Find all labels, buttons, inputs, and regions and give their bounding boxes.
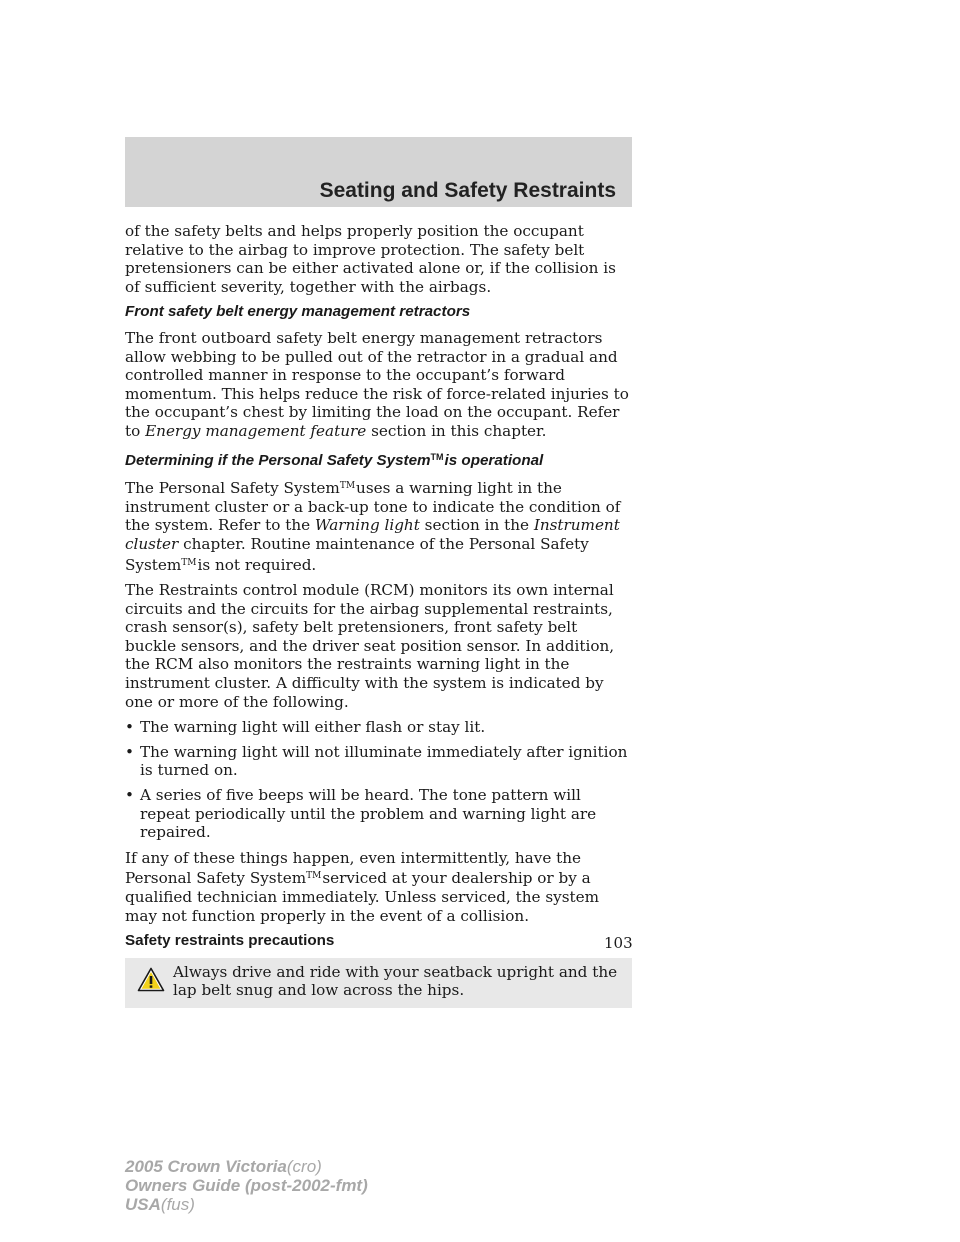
- bullet-icon: •: [125, 718, 134, 737]
- list-item-text: The warning light will either flash or stay lit.: [140, 718, 486, 737]
- footer-line: [125, 1176, 368, 1195]
- warning-box: [125, 958, 632, 1008]
- trademark-mark: TM: [181, 557, 197, 568]
- cross-reference-energy-management: Energy management feature: [145, 421, 367, 440]
- paragraph-text: serviced at your dealership or by a qualified technician immediately. Unless serviced, the system may not function properly in the event of a collision.: [125, 869, 599, 925]
- page-content: [125, 222, 632, 1008]
- cross-reference-warning-light: Warning light: [314, 516, 420, 535]
- heading-text: Determining if the Personal Safety System: [125, 451, 431, 469]
- paragraph-rcm: The Restraints control module (RCM) monitors its own internal circuits and the circuits for the airbag supplemental restraints, crash sensor(s), safety belt pretensioners, front safety belt buckle sensors, and the driver seat position sensor. In addition, the RCM also monitors the restraints warning light in the instrument cluster. A difficulty with the system is indicated by one or more of the following.: [125, 581, 615, 711]
- paragraph-text: The Personal Safety System: [125, 479, 340, 498]
- paragraph-retractors: [125, 329, 632, 441]
- paragraph-warning-light: [125, 477, 632, 574]
- document-footer: [125, 1157, 368, 1214]
- list-item-text: The warning light will not illuminate immediately after ignition is turned on.: [140, 742, 628, 780]
- heading-determining-operational: [125, 448, 632, 471]
- heading-precautions: Safety restraints precautions: [125, 932, 335, 950]
- footer-line: [125, 1157, 368, 1176]
- list-item-text: A series of five beeps will be heard. The tone pattern will repeat periodically until the problem and warning light are repaired.: [140, 786, 597, 842]
- list-item: [125, 743, 632, 780]
- trademark-mark: TM: [339, 481, 356, 492]
- heading-energy-retractors: Front safety belt energy management retractors: [125, 303, 471, 321]
- bullet-icon: •: [125, 742, 134, 761]
- footer-guide-format: Owners Guide (post-2002-fmt): [125, 1176, 368, 1195]
- bullet-list: [125, 718, 632, 842]
- paragraph-service: [125, 849, 632, 925]
- trademark-mark: TM: [306, 871, 322, 882]
- paragraph-text: is not required.: [197, 555, 317, 574]
- list-item: [125, 718, 632, 737]
- trademark-mark: TM: [430, 451, 444, 462]
- page-number: 103: [604, 934, 633, 952]
- paragraph-text: section in this chapter.: [371, 421, 547, 440]
- paragraph-text: chapter. Routine maintenance of the Personal Safety System: [125, 534, 589, 574]
- chapter-title: Seating and Safety Restraints: [319, 179, 616, 202]
- paragraph-text: The front outboard safety belt energy management retractors allow webbing to be pulled out of the retractor in a gradual and controlled manner in response to the occupant’s forward momentum. This helps reduce the risk of force-related injuries to the occupant’s chest by limiting the load on the occupant. Refer to: [125, 328, 629, 440]
- cross-reference-instrument-cluster: Instrument cluster: [125, 516, 620, 553]
- footer-model-code: (cro): [286, 1157, 322, 1176]
- paragraph-text: section in the: [424, 516, 529, 535]
- footer-model: 2005 Crown Victoria: [125, 1157, 287, 1176]
- paragraph-pretensioners: of the safety belts and helps properly position the occupant relative to the airbag to improve protection. The safety belt pretensioners can be either activated alone or, if the collision is of sufficient severity, together with the airbags.: [125, 222, 616, 296]
- warning-text: Always drive and ride with your seatback upright and the lap belt snug and low across the hips.: [173, 962, 618, 1000]
- paragraph-text: If any of these things happen, even intermittently, have the Personal Safety System: [125, 848, 582, 888]
- list-item: [125, 786, 632, 842]
- warning-triangle-icon: [137, 967, 165, 992]
- footer-market-code: (fus): [160, 1195, 195, 1214]
- footer-market: USA: [125, 1195, 161, 1214]
- paragraph-text: uses a warning light in the instrument cluster or a back-up tone to indicate the condition of the system. Refer to the: [125, 479, 621, 535]
- footer-line: [125, 1195, 368, 1214]
- bullet-icon: •: [125, 786, 134, 805]
- heading-text: is operational: [444, 451, 544, 469]
- chapter-header: [125, 137, 632, 207]
